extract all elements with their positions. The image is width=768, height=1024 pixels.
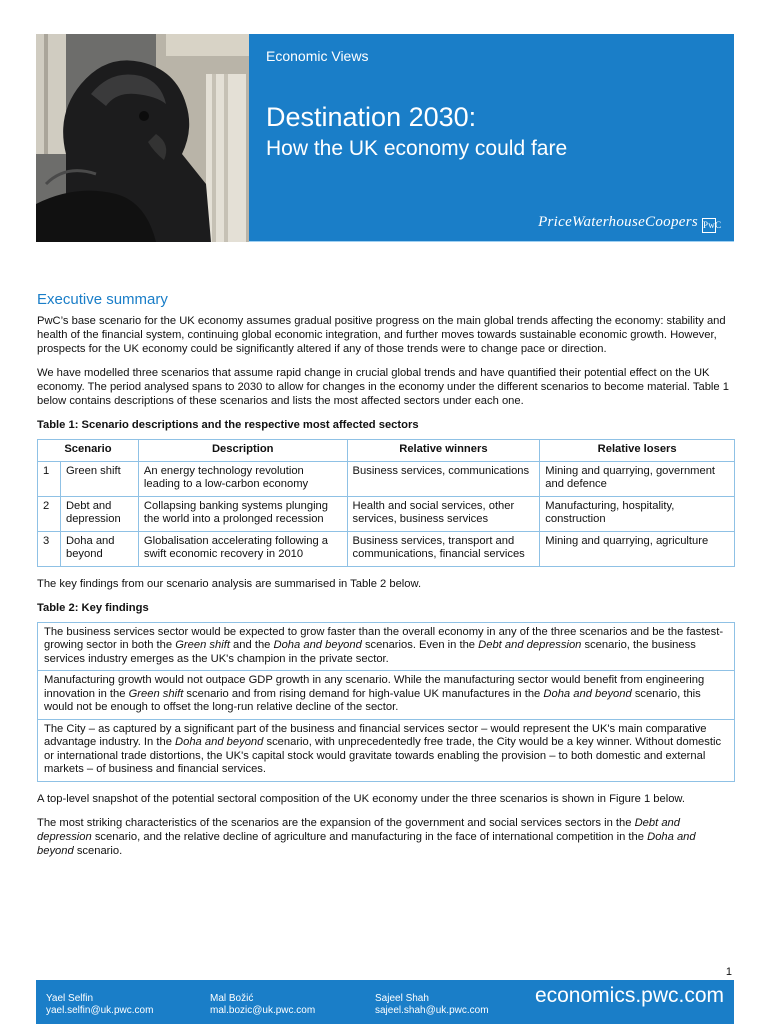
scenario-table [37, 439, 735, 567]
italic-text: Doha and beyond [37, 830, 696, 857]
website-link[interactable]: economics.pwc.com [534, 984, 724, 1007]
lion-statue-image [36, 34, 249, 242]
pwc-logo [538, 214, 722, 233]
italic-text: Doha and beyond [543, 687, 632, 700]
table-cell: Doha and beyond [60, 531, 138, 566]
summary-paragraph-2: We have modelled three scenarios that assume rapid change in crucial global trends and have quantified their potential effect on the UK economy. The period analysed spans to 2030 to allow for changes in the economy under the different scenarios to become material. Table 1 below contains descriptions of these scenarios and lists the most affected sectors under each one. [37, 367, 729, 407]
finding-cell [38, 671, 735, 720]
contact-name: Sajeel Shah [375, 993, 429, 1004]
table-row [38, 531, 735, 566]
table-row [38, 461, 735, 496]
closing-paragraph-2 [37, 816, 734, 858]
table-cell: Business services, communications [347, 461, 540, 496]
table-cell: 1 [38, 461, 61, 496]
footer-bar [36, 980, 734, 1024]
text-run: scenario, this would not be enough to offset the long-run relative decline of the sector. [44, 687, 701, 713]
text-run: scenario, the business services industry emerges as the UK's champion in the private sector. [44, 639, 696, 665]
table-row [38, 719, 735, 781]
text-run: scenario. [73, 844, 123, 857]
transition-paragraph: The key findings from our scenario analysis are summarised in Table 2 below. [37, 577, 422, 590]
table-cell: Health and social services, other services, business services [347, 496, 540, 531]
contact-email[interactable]: sajeel.shah@uk.pwc.com [375, 1005, 489, 1016]
contact-block [46, 993, 153, 1017]
text-run: The City – as captured by a significant part of the business and financial services sector – would represent the UK's main comparative advantage industry. In the [44, 722, 707, 748]
report-title: Destination 2030: [266, 102, 477, 132]
text-run: The business services sector would be expected to grow faster than the overall economy in any of the three scenarios and be the fastest-growing sector in both the [44, 625, 724, 651]
lion-statue-photo [36, 34, 249, 242]
contact-block [375, 993, 489, 1017]
table2-caption: Table 2: Key findings [37, 601, 149, 614]
document-body [37, 290, 734, 868]
contact-email[interactable]: yael.selfin@uk.pwc.com [46, 1005, 154, 1016]
report-subtitle: How the UK economy could fare [266, 137, 568, 160]
series-label: Economic Views [266, 48, 369, 64]
column-header: Description [138, 440, 347, 462]
header-text [266, 34, 734, 242]
table-row [38, 671, 735, 720]
report-header [36, 34, 734, 242]
contact-name: Mal Božić [210, 993, 254, 1004]
closing-paragraph-1: A top-level snapshot of the potential sectoral composition of the UK economy under the three scenarios is shown in Figure 1 below. [37, 792, 685, 805]
column-header: Scenario [38, 440, 139, 462]
italic-text: Debt and depression [37, 816, 680, 843]
italic-text: Doha and beyond [273, 639, 362, 651]
finding-cell [38, 622, 735, 671]
text-run: Manufacturing growth would not outpace GDP growth in any scenario. While the manufacturing sector would benefit from engineering innovation in the [44, 674, 705, 700]
table-cell: Business services, transport and communications, financial services [347, 531, 540, 566]
key-findings-table [37, 622, 735, 782]
italic-text: Debt and depression [478, 639, 582, 651]
contact-email[interactable]: mal.bozic@uk.pwc.com [210, 1005, 316, 1016]
section-heading: Executive summary [37, 291, 168, 308]
text-run: scenarios. Even in the [361, 639, 479, 651]
table-cell: Manufacturing, hospitality, construction [540, 496, 735, 531]
table-cell: Green shift [60, 461, 138, 496]
italic-text: Green shift [175, 639, 230, 651]
table-cell: 3 [38, 531, 61, 566]
pwc-logo-text: PriceWaterhouseCoopers [538, 214, 698, 230]
table-row [38, 496, 735, 531]
table-cell: Globalisation accelerating following a swift economic recovery in 2010 [138, 531, 347, 566]
italic-text: Doha and beyond [175, 736, 264, 748]
table-header-row [38, 440, 735, 462]
summary-paragraph-1: PwC’s base scenario for the UK economy assumes gradual positive progress on the main global trends affecting the economy: stability and health of the financial system, continuing global economic integration, and further moves towards sustainable economic growth. However, prospects for the UK economy could be significantly altered if any of those trends were to change pace or direction. [37, 315, 726, 355]
page-number: 1 [725, 966, 732, 978]
table-row [38, 622, 735, 671]
contact-name: Yael Selfin [46, 993, 94, 1004]
pwc-logo-mark-icon: PwC [702, 218, 716, 233]
table-cell: Mining and quarrying, government and defence [540, 461, 735, 496]
italic-text: Green shift [128, 687, 184, 700]
contact-block [210, 993, 315, 1017]
table-cell: Mining and quarrying, agriculture [540, 531, 735, 566]
text-run: scenario, and the relative decline of agriculture and manufacturing in the face of international competition in the [91, 830, 648, 843]
text-run: scenario and from rising demand for high-value UK manufactures in the [183, 687, 544, 700]
table-cell: Debt and depression [60, 496, 138, 531]
finding-cell [38, 719, 735, 781]
table1-caption: Table 1: Scenario descriptions and the respective most affected sectors [37, 419, 419, 431]
table-cell: 2 [38, 496, 61, 531]
text-run: The most striking characteristics of the scenarios are the expansion of the government and social services sectors in the [37, 816, 635, 829]
column-header: Relative winners [347, 440, 540, 462]
text-run: scenario, with unprecedentedly free trade, the City would be a key winner. Without domestic or international trade distortions, the UK's capital stock would gravitate towards enabling the provision – to both domestic and external markets – of business and financial services. [44, 736, 722, 775]
text-run: and the [229, 639, 274, 651]
table-cell: An energy technology revolution leading to a low-carbon economy [138, 461, 347, 496]
header-divider [249, 241, 734, 242]
column-header: Relative losers [540, 440, 735, 462]
table-cell: Collapsing banking systems plunging the world into a prolonged recession [138, 496, 347, 531]
